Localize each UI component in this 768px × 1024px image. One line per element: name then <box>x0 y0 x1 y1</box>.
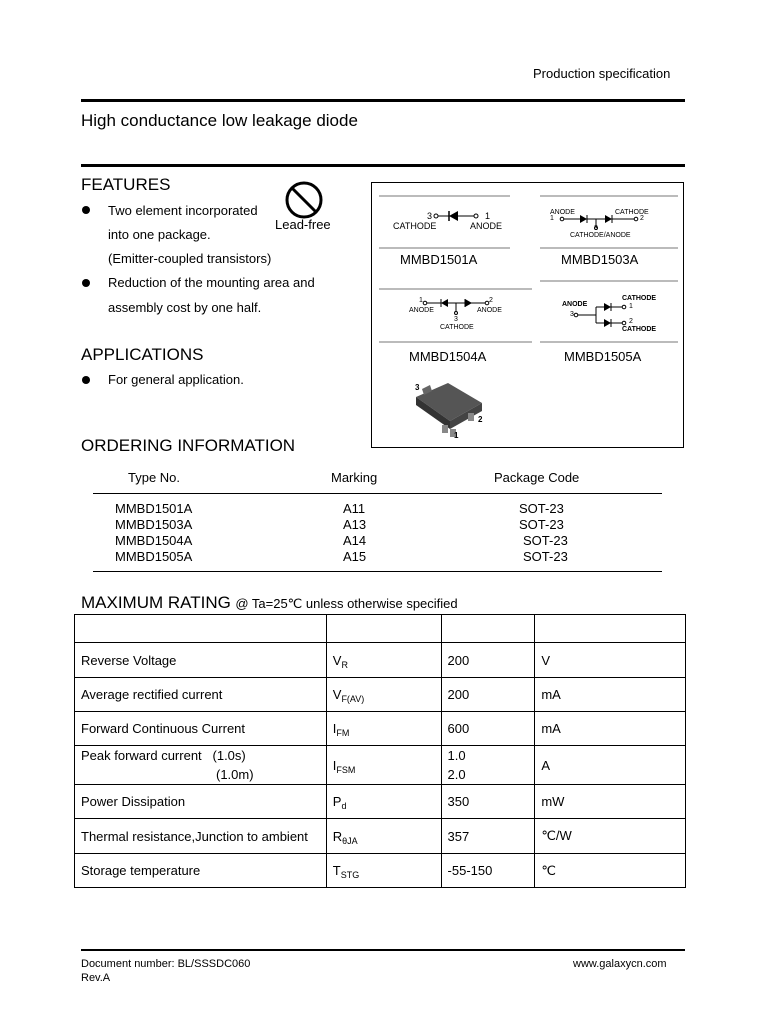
lead-free-icon <box>284 181 326 219</box>
param-cell: Reverse Voltage <box>75 643 327 678</box>
pin-label: 2 <box>640 215 644 222</box>
anode-label: ANODE <box>470 221 503 231</box>
lead-free-label: Lead-free <box>275 217 331 232</box>
table-cell: MMBD1501A <box>115 501 193 516</box>
symbol-cell: $I_{FM}$ <box>326 712 441 746</box>
max-rating-condition: @ Ta=25℃ unless otherwise specified <box>235 596 458 611</box>
table-cell: MMBD1503A <box>115 517 193 532</box>
unit-cell: mA <box>535 712 686 746</box>
table-cell: MMBD1504A <box>115 533 193 548</box>
page-title: High conductance low leakage diode <box>81 111 358 130</box>
pin-label: 1 <box>454 431 459 440</box>
param-cell: Forward Continuous Current <box>75 712 327 746</box>
cathode-label: CATHODE <box>622 295 657 302</box>
param-cell: Average rectified current <box>75 678 327 712</box>
cathode-label: CATHODE <box>615 209 649 216</box>
divider <box>540 341 678 343</box>
applications-heading: APPLICATIONS <box>81 345 204 364</box>
divider <box>540 247 678 249</box>
feature-1-line-3: (Emitter-coupled transistors) <box>108 251 272 266</box>
table-row <box>75 712 686 746</box>
unit-cell: ℃ <box>535 854 686 888</box>
cathode-label: CATHODE <box>622 326 657 333</box>
part-label: MMBD1501A <box>400 252 478 267</box>
column-header: Type No. <box>128 470 181 485</box>
table-cell: A11 <box>343 501 366 516</box>
feature-1-line-1: Two element incorporated <box>108 203 258 218</box>
value-cell: 600 <box>441 712 535 746</box>
table-cell: SOT-23 <box>523 533 568 548</box>
table-cell: A15 <box>343 549 367 564</box>
bullet <box>82 206 90 214</box>
unit-cell: mA <box>535 678 686 712</box>
cathode-label: CATHODE <box>393 221 437 231</box>
table-row <box>75 643 686 678</box>
param-cell: Storage temperature <box>75 854 327 888</box>
footer-rule <box>81 949 685 951</box>
anode-label: ANODE <box>409 307 434 314</box>
ordering-heading: ORDERING INFORMATION <box>81 436 296 455</box>
unit-cell: mW <box>535 785 686 819</box>
symbol-cell: $V_{F(AV)}$ <box>326 678 441 712</box>
divider <box>540 280 678 282</box>
table-rule <box>93 571 662 572</box>
value-cell: 200 <box>441 678 535 712</box>
pin-label: 2 <box>629 318 633 325</box>
pin-label: 3 <box>415 383 420 392</box>
table-row <box>75 746 686 785</box>
value-cell: 1.0 2.0 <box>441 746 535 785</box>
part-label: MMBD1503A <box>561 252 639 267</box>
column-header: Marking <box>331 470 378 485</box>
feature-1-line-2: into one package. <box>108 227 211 242</box>
symbol-cell: $I_{FSM}$ <box>326 746 441 785</box>
max-rating-title <box>81 593 458 613</box>
param-cell: Peak forward current (1.0s) (1.0m) <box>75 746 327 785</box>
table-cell: SOT-23 <box>519 517 564 532</box>
table-row <box>75 819 686 854</box>
table-cell: SOT-23 <box>519 501 564 516</box>
divider <box>379 195 510 197</box>
bullet <box>82 376 90 384</box>
value-cell: -55-150 <box>441 854 535 888</box>
application-item: For general application. <box>108 372 244 387</box>
feature-2-line-1: Reduction of the mounting area and <box>108 275 315 290</box>
top-rule <box>81 99 685 102</box>
anode-label: ANODE <box>562 301 588 308</box>
symbol-cell: $T_{STG}$ <box>326 854 441 888</box>
divider <box>379 288 532 290</box>
pin-label: 1 <box>550 215 554 222</box>
param-cell: Power Dissipation <box>75 785 327 819</box>
pin-label: 3 <box>570 311 574 318</box>
table-cell: A13 <box>343 517 367 532</box>
website-link[interactable]: www.galaxycn.com <box>573 958 667 970</box>
divider <box>379 247 510 249</box>
table-cell: A14 <box>343 533 367 548</box>
anode-label: ANODE <box>477 307 502 314</box>
table-row <box>75 678 686 712</box>
unit-cell: V <box>535 643 686 678</box>
revision: Rev.A <box>81 972 111 984</box>
cathode-label: CATHODE <box>440 324 474 331</box>
pin-label: 1 <box>485 211 491 221</box>
table-header-row <box>75 615 686 643</box>
table-cell: MMBD1505A <box>115 549 193 564</box>
table-row <box>75 785 686 819</box>
anode-label: ANODE <box>550 209 575 216</box>
pin-label: 1 <box>419 297 423 304</box>
part-label: MMBD1505A <box>564 349 642 364</box>
pin-label: 3 <box>594 225 598 232</box>
bullet <box>82 279 90 287</box>
pin-label: 1 <box>629 303 633 310</box>
common-label: CATHODE/ANODE <box>570 232 631 239</box>
value-cell: 200 <box>441 643 535 678</box>
unit-cell: A <box>535 746 686 785</box>
spec-label: Production specification <box>533 66 671 81</box>
part-label: MMBD1504A <box>409 349 487 364</box>
symbol-cell: $R_{\theta JA}$ <box>326 819 441 854</box>
title-rule <box>81 164 685 167</box>
unit-cell: ℃/W <box>535 819 686 854</box>
feature-2-line-2: assembly cost by one half. <box>108 300 262 315</box>
divider <box>379 341 532 343</box>
param-cell: Thermal resistance,Junction to ambient <box>75 819 327 854</box>
table-cell: SOT-23 <box>523 549 568 564</box>
max-rating-heading: MAXIMUM RATING <box>81 593 231 612</box>
column-header: Package Code <box>494 470 580 485</box>
pin-label: 3 <box>454 316 458 323</box>
symbol-cell: $P_d$ <box>326 785 441 819</box>
diagram-box <box>371 182 684 448</box>
max-rating-table <box>74 614 686 888</box>
document-number: Document number: BL/SSSDC060 <box>81 958 251 970</box>
table-rule <box>93 493 662 494</box>
table-row <box>75 854 686 888</box>
pin-label: 2 <box>489 297 493 304</box>
value-cell: 357 <box>441 819 535 854</box>
divider <box>540 195 678 197</box>
features-heading: FEATURES <box>81 175 171 194</box>
pin-label: 3 <box>427 211 433 221</box>
symbol-cell: $V_R$ <box>326 643 441 678</box>
pin-label: 2 <box>478 415 483 424</box>
value-cell: 350 <box>441 785 535 819</box>
